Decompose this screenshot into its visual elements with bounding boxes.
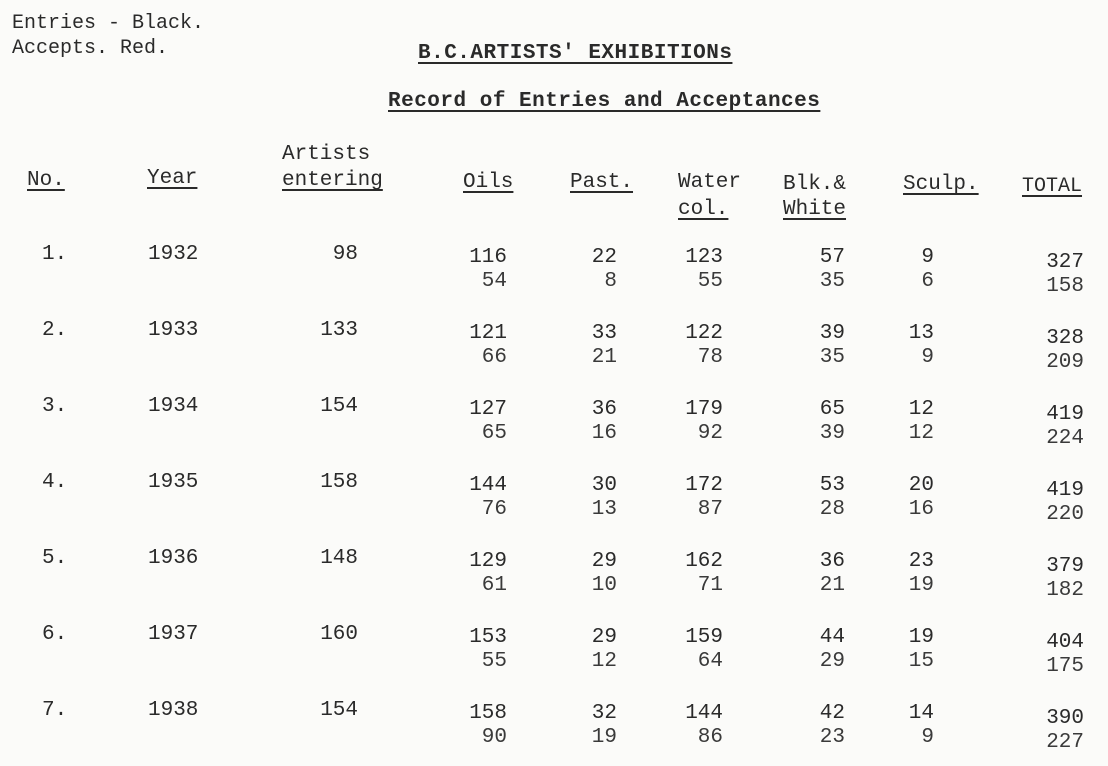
accepts-sculp: 9 [921, 346, 934, 369]
row-artists: 160 [320, 623, 358, 646]
entries-blk: 57 [819, 246, 845, 269]
entries-oils: 116 [469, 246, 507, 269]
entries-oils: 121 [469, 322, 507, 345]
entries-blk: 36 [819, 550, 845, 573]
entries-water: 159 [685, 626, 723, 649]
accepts-past: 8 [604, 270, 617, 293]
row-number: 4. [42, 471, 68, 494]
accepts-blk: 35 [819, 346, 845, 369]
entries-past: 32 [591, 702, 617, 725]
accepts-oils: 65 [481, 422, 507, 445]
row-number: 7. [42, 699, 68, 722]
header-past [570, 170, 633, 196]
accepts-blk: 23 [819, 726, 845, 749]
row-number: 1. [42, 243, 68, 266]
accepts-past: 16 [591, 422, 617, 445]
entries-water: 162 [685, 550, 723, 573]
row-year: 1936 [148, 547, 199, 570]
entries-blk: 42 [819, 702, 845, 725]
accepts-sculp: 16 [908, 498, 934, 521]
legend-accepts: Accepts. Red. [12, 37, 169, 60]
accepts-oils: 66 [481, 346, 507, 369]
header-artists-line1: Artists [282, 143, 371, 166]
header-year: Year [147, 167, 198, 190]
entries-sculp: 13 [908, 322, 934, 345]
header-blk-line1: Blk.& [783, 173, 847, 196]
accepts-past: 13 [591, 498, 617, 521]
row-number: 3. [42, 395, 68, 418]
accepts-sculp: 19 [908, 574, 934, 597]
accepts-oils: 61 [481, 574, 507, 597]
entries-total: 328 [1046, 327, 1084, 350]
entries-oils: 158 [469, 702, 507, 725]
row-year: 1934 [148, 395, 199, 418]
entries-sculp: 19 [908, 626, 934, 649]
accepts-water: 92 [697, 422, 723, 445]
row-year: 1937 [148, 623, 199, 646]
row-number: 5. [42, 547, 68, 570]
entries-sculp: 12 [908, 398, 934, 421]
row-year: 1933 [148, 319, 199, 342]
entries-total: 404 [1046, 631, 1084, 654]
accepts-sculp: 12 [908, 422, 934, 445]
entries-total: 419 [1046, 403, 1084, 426]
header-sculp-label: Sculp. [903, 173, 979, 196]
accepts-total: 209 [1046, 351, 1084, 374]
accepts-total: 175 [1046, 655, 1084, 678]
entries-sculp: 14 [908, 702, 934, 725]
accepts-total: 220 [1046, 503, 1084, 526]
entries-oils: 153 [469, 626, 507, 649]
entries-past: 33 [591, 322, 617, 345]
accepts-water: 64 [697, 650, 723, 673]
header-water-line1: Water [678, 171, 742, 194]
entries-total: 379 [1046, 555, 1084, 578]
entries-past: 29 [591, 626, 617, 649]
entries-oils: 129 [469, 550, 507, 573]
entries-total: 327 [1046, 251, 1084, 274]
row-artists: 98 [332, 243, 358, 266]
accepts-sculp: 15 [908, 650, 934, 673]
accepts-blk: 28 [819, 498, 845, 521]
entries-blk: 39 [819, 322, 845, 345]
row-year: 1935 [148, 471, 199, 494]
accepts-water: 55 [697, 270, 723, 293]
row-artists: 154 [320, 699, 358, 722]
accepts-water: 87 [697, 498, 723, 521]
header-sculp [903, 172, 979, 198]
entries-oils: 127 [469, 398, 507, 421]
header-water-line2: col. [678, 198, 729, 221]
accepts-blk: 35 [819, 270, 845, 293]
accepts-past: 12 [591, 650, 617, 673]
entries-past: 22 [591, 246, 617, 269]
entries-water: 172 [685, 474, 723, 497]
entries-sculp: 20 [908, 474, 934, 497]
header-total: TOTAL [1022, 175, 1083, 198]
entries-total: 390 [1046, 707, 1084, 730]
accepts-past: 21 [591, 346, 617, 369]
accepts-total: 227 [1046, 731, 1084, 754]
header-past-label: Past. [570, 171, 634, 194]
accepts-oils: 54 [481, 270, 507, 293]
entries-total: 419 [1046, 479, 1084, 502]
entries-water: 179 [685, 398, 723, 421]
entries-water: 122 [685, 322, 723, 345]
document-subtitle: Record of Entries and Acceptances [388, 90, 821, 113]
header-oils: Oils [463, 171, 514, 194]
legend-entries: Entries - Black. [12, 12, 205, 35]
row-year: 1938 [148, 699, 199, 722]
row-number: 2. [42, 319, 68, 342]
header-artists-line2: entering [282, 169, 383, 192]
accepts-total: 182 [1046, 579, 1084, 602]
accepts-blk: 21 [819, 574, 845, 597]
accepts-oils: 55 [481, 650, 507, 673]
row-artists: 154 [320, 395, 358, 418]
entries-past: 30 [591, 474, 617, 497]
entries-water: 123 [685, 246, 723, 269]
row-artists: 133 [320, 319, 358, 342]
accepts-water: 86 [697, 726, 723, 749]
header-no: No. [27, 169, 65, 192]
entries-oils: 144 [469, 474, 507, 497]
accepts-water: 78 [697, 346, 723, 369]
accepts-blk: 39 [819, 422, 845, 445]
accepts-water: 71 [697, 574, 723, 597]
accepts-total: 224 [1046, 427, 1084, 450]
entries-sculp: 23 [908, 550, 934, 573]
entries-sculp: 9 [921, 246, 934, 269]
entries-water: 144 [685, 702, 723, 725]
accepts-total: 158 [1046, 275, 1084, 298]
entries-past: 36 [591, 398, 617, 421]
row-year: 1932 [148, 243, 199, 266]
row-artists: 158 [320, 471, 358, 494]
header-blk-line2: White [783, 198, 847, 221]
accepts-sculp: 6 [921, 270, 934, 293]
row-number: 6. [42, 623, 68, 646]
accepts-sculp: 9 [921, 726, 934, 749]
accepts-past: 10 [591, 574, 617, 597]
accepts-oils: 76 [481, 498, 507, 521]
document-title: B.C.ARTISTS' EXHIBITIONs [418, 42, 733, 65]
accepts-oils: 90 [481, 726, 507, 749]
accepts-past: 19 [591, 726, 617, 749]
entries-blk: 53 [819, 474, 845, 497]
entries-blk: 44 [819, 626, 845, 649]
row-artists: 148 [320, 547, 358, 570]
entries-past: 29 [591, 550, 617, 573]
entries-blk: 65 [819, 398, 845, 421]
accepts-blk: 29 [819, 650, 845, 673]
